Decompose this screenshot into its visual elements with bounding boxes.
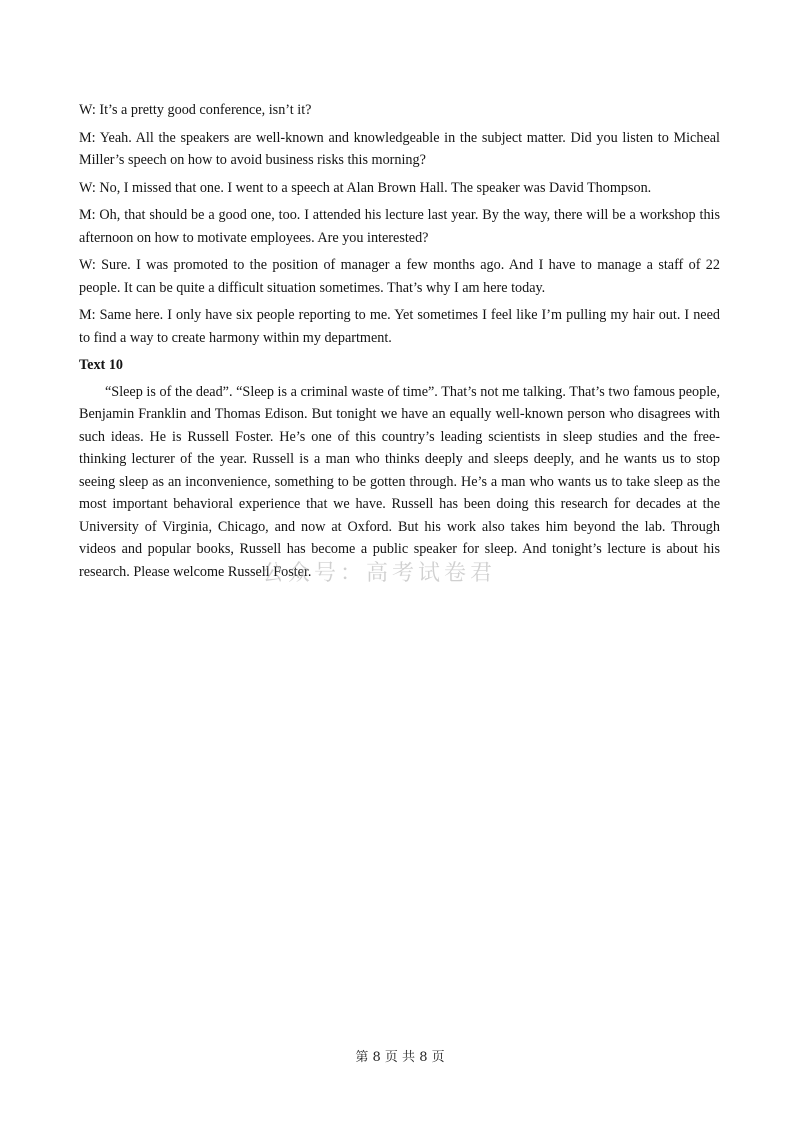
dialogue-line: W: No, I missed that one. I went to a speech at Alan Brown Hall. The speaker was David Thompson. — [79, 179, 652, 196]
dialogue-line: W: It’s a pretty good conference, isn’t it? — [79, 102, 312, 118]
dialogue-line: M: Same here. I only have six people reporting to me. Yet sometimes I feel like I’m pulling my hair out. I need to find a way to create harmony within my department. — [79, 307, 720, 346]
dialogue-line: M: Oh, that should be a good one, too. I attended his lecture last year. By the way, there will be a workshop this afternoon on how to motivate employees. Are you interested? — [79, 207, 720, 246]
section-body: “Sleep is of the dead”. “Sleep is a criminal waste of time”. That’s not me talking. That’s two famous people, Benjamin Franklin and Thomas Edison. But tonight we have an equally well-known person who disagrees with such ideas. He is Russell Foster. He’s one of this country’s leading scientists in sleep studies and the free-thinking lecturer of the year. Russell is a man who thinks deeply and sleeps deeply, and he wants us to stop seeing sleep as an inconvenience, something to be gotten through. He’s a man who wants us to take sleep as the most important behavioral experience that we have. Russell has been doing this research for decades at the University of Virginia, Chicago, and now at Oxford. But his work also takes him beyond the lab. Through videos and popular books, Russell has become a public speaker for sleep. And tonight’s lecture is about his research. Please welcome Russell Foster. — [79, 383, 720, 580]
page-content — [79, 99, 720, 588]
watermark-text: 公众号：高考试卷君 — [262, 561, 497, 586]
page-number-footer: 第 8 页 共 8 页 — [355, 1050, 445, 1065]
dialogue-line: W: Sure. I was promoted to the position of manager a few months ago. And I have to manage a staff of 22 people. It can be quite a difficult situation sometimes. That’s why I am here today. — [79, 257, 720, 296]
section-heading: Text 10 — [79, 357, 124, 373]
dialogue-line: M: Yeah. All the speakers are well-known and knowledgeable in the subject matter. Did you listen to Micheal Miller’s speech on how to avoid business risks this morning? — [79, 129, 720, 168]
